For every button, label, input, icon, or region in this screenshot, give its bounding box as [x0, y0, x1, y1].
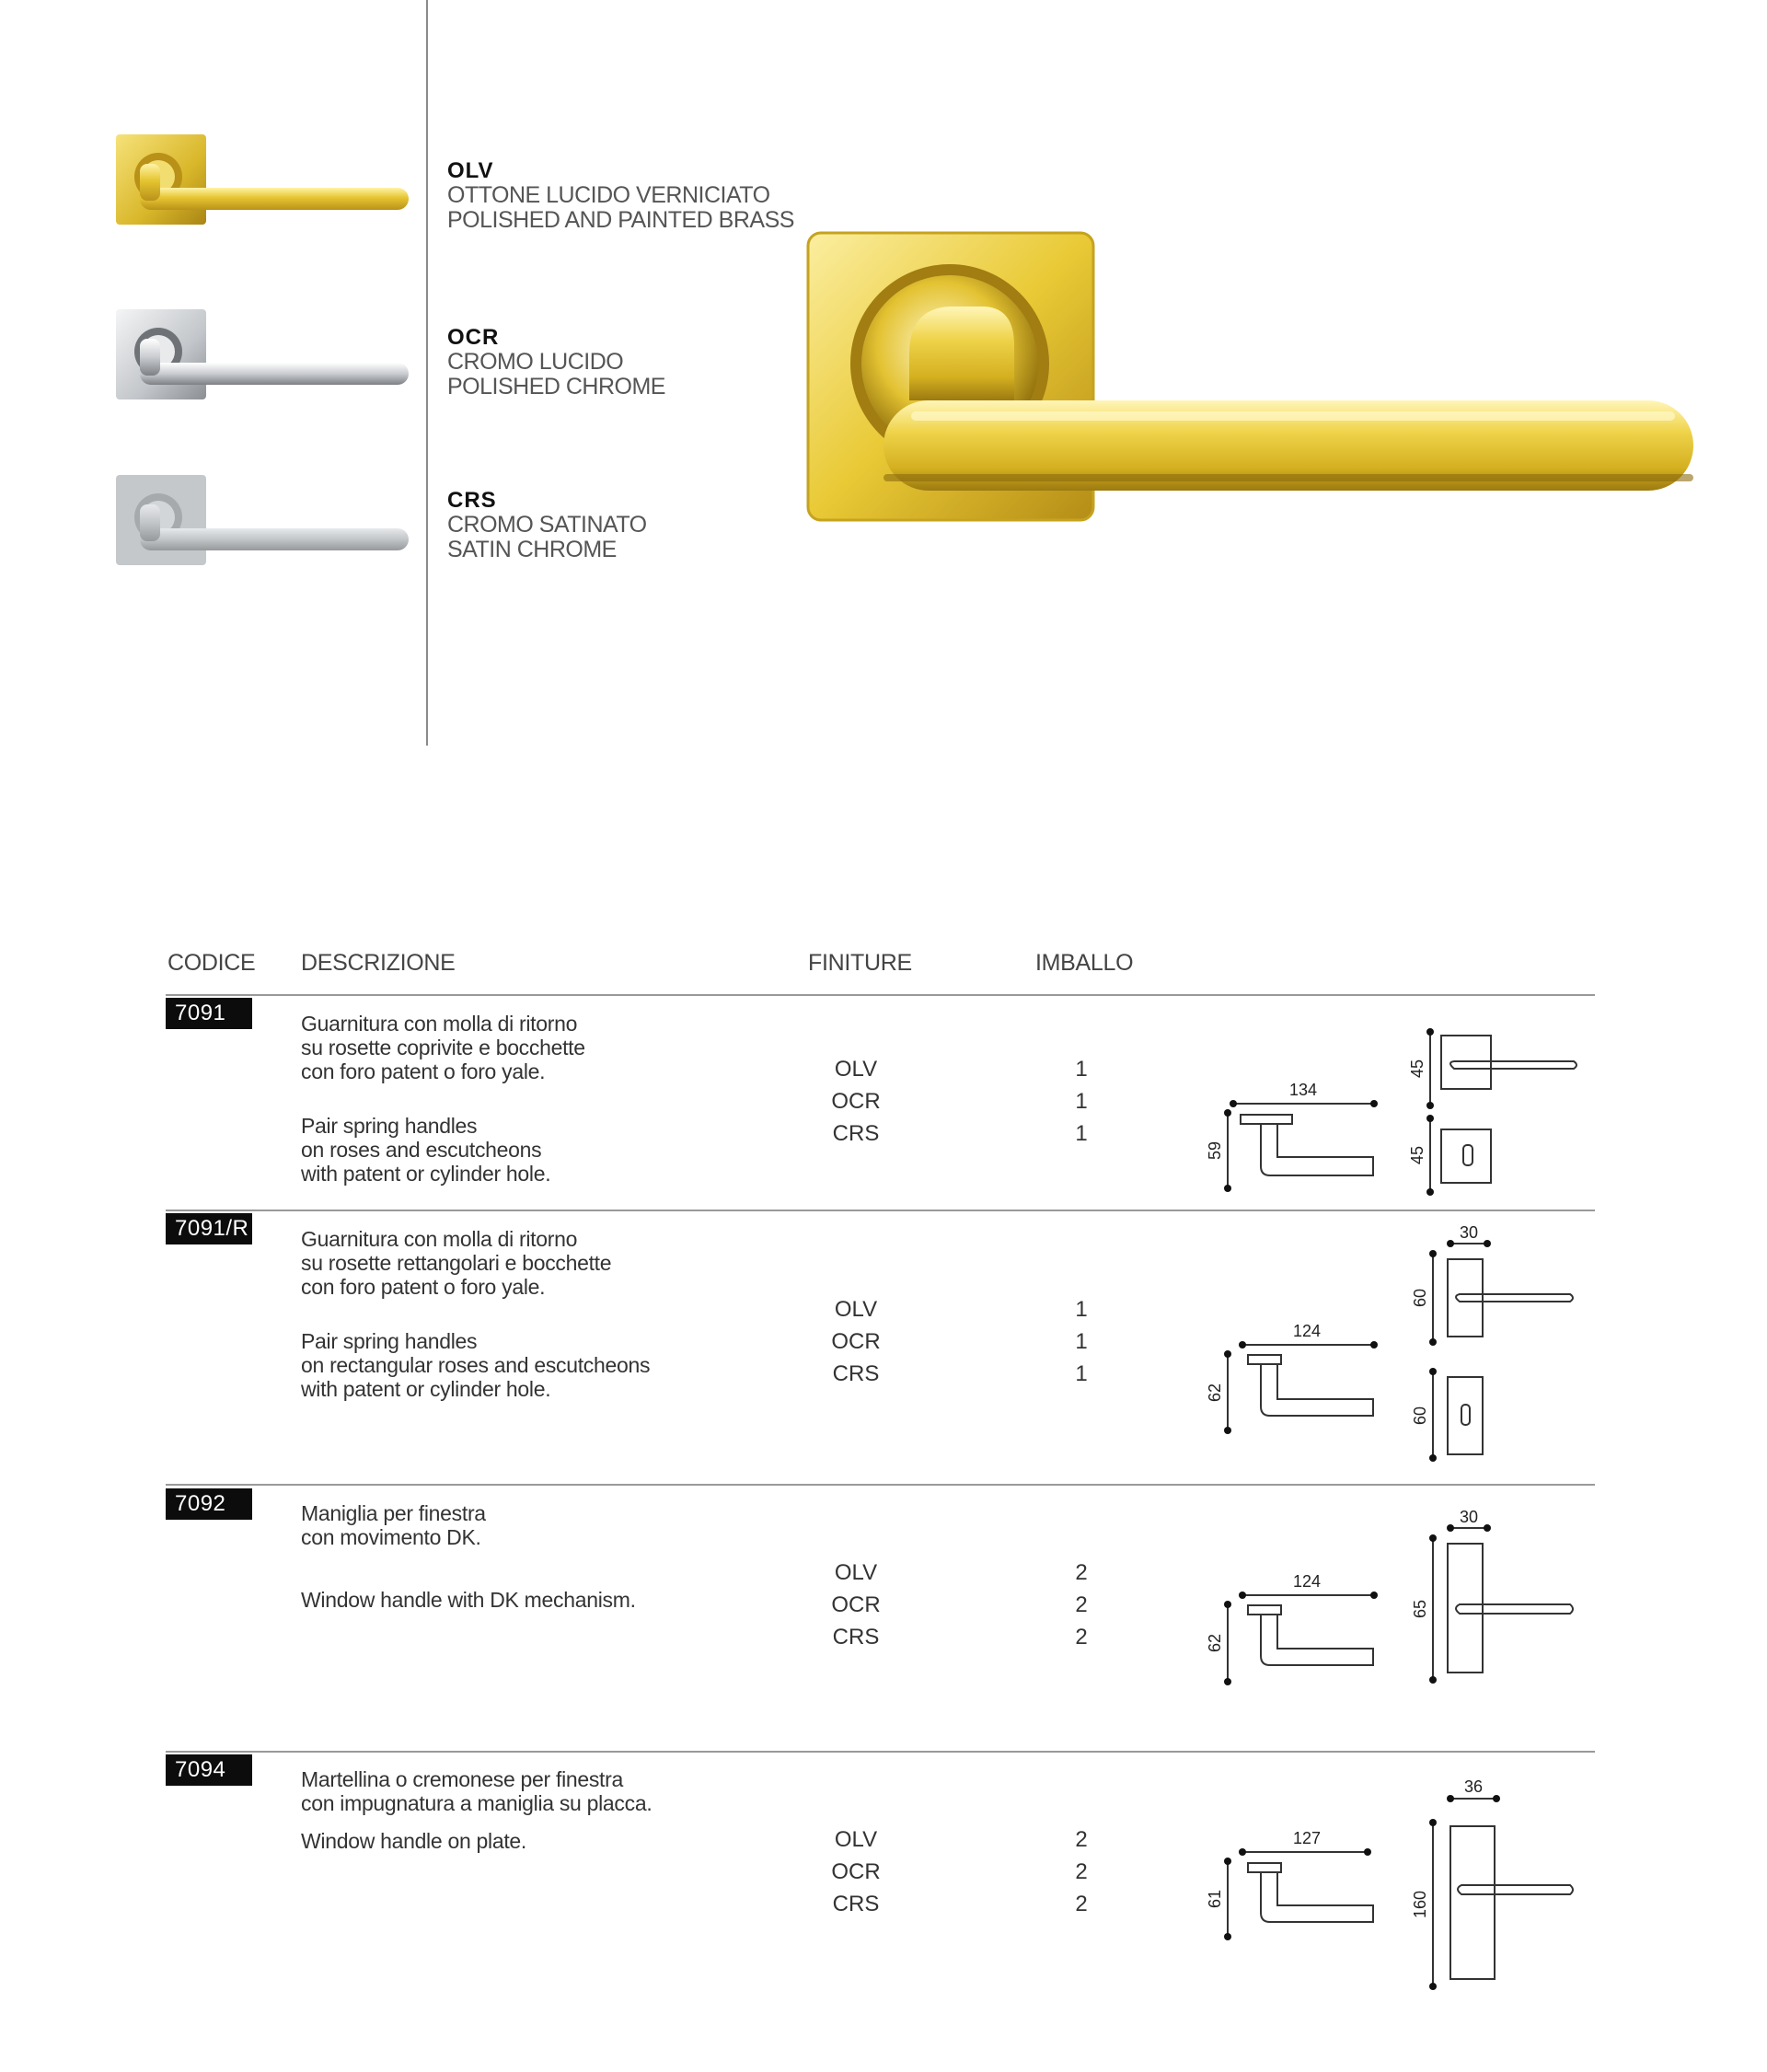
- thumb-olv-handle: [110, 129, 414, 230]
- description-line: con foro patent o foro yale.: [301, 1275, 546, 1299]
- finish-list: [810, 1053, 902, 1150]
- dimension-drawing: [1206, 1021, 1601, 1214]
- description-line: su rosette rettangolari e bocchette: [301, 1251, 612, 1275]
- dim-rose-bottom: 45: [1408, 1145, 1426, 1165]
- packaging-list: [1054, 1557, 1109, 1653]
- product-code: 7092: [166, 1488, 252, 1520]
- packaging-qty: 2: [1075, 1560, 1088, 1585]
- finish-code: OLV: [834, 1560, 878, 1585]
- description-it: [301, 1227, 611, 1299]
- description-line: Window handle with DK mechanism.: [301, 1588, 636, 1612]
- description-line: with patent or cylinder hole.: [301, 1162, 551, 1186]
- packaging-list: [1054, 1823, 1109, 1920]
- dim-rose-width: 30: [1459, 1508, 1479, 1526]
- finish-code: CRS: [447, 488, 497, 513]
- table-row: [0, 1213, 1767, 1482]
- row-rule: [166, 1751, 1595, 1753]
- packaging-qty: 1: [1075, 1057, 1088, 1082]
- description-it: [301, 1012, 585, 1083]
- finish-code: OCR: [831, 1329, 881, 1354]
- dim-length: 124: [1292, 1572, 1322, 1591]
- dim-rose-bottom: 60: [1411, 1406, 1429, 1426]
- product-code: 7091: [166, 998, 252, 1029]
- finish-code: CRS: [832, 1361, 880, 1386]
- dim-height: 59: [1206, 1140, 1224, 1161]
- dim-length: 127: [1292, 1829, 1322, 1847]
- description-en: [301, 1329, 650, 1401]
- packaging-qty: 1: [1075, 1361, 1088, 1386]
- finish-name-it: OTTONE LUCIDO VERNICIATO: [447, 182, 770, 208]
- hero-handle-image: [801, 226, 1712, 529]
- description-it: [301, 1767, 652, 1815]
- description-line: Window handle on plate.: [301, 1829, 526, 1853]
- dim-length: 134: [1288, 1081, 1318, 1099]
- finish-code: CRS: [832, 1121, 880, 1146]
- packaging-qty: 2: [1075, 1892, 1088, 1916]
- finish-name-it: CROMO LUCIDO: [447, 349, 624, 375]
- dimension-drawing: [1206, 1508, 1601, 1700]
- header-code: CODICE: [167, 950, 256, 976]
- description-line: Pair spring handles: [301, 1114, 478, 1138]
- finish-code: CRS: [832, 1892, 880, 1916]
- dim-rose-top: 45: [1408, 1059, 1426, 1079]
- packaging-qty: 2: [1075, 1625, 1088, 1649]
- finish-code: OCR: [831, 1859, 881, 1884]
- dimension-drawing: [1206, 1223, 1601, 1480]
- thumb-ocr-handle: [110, 304, 414, 405]
- finish-name-en: POLISHED CHROME: [447, 374, 665, 399]
- row-rule: [166, 1484, 1595, 1486]
- finish-ocr: [447, 325, 665, 399]
- dimension-drawing: [1206, 1777, 1601, 2003]
- thumb-crs-handle: [110, 469, 414, 571]
- dim-plate-height: 160: [1411, 1890, 1429, 1919]
- product-code: 7091/R: [166, 1213, 252, 1244]
- packaging-qty: 2: [1075, 1827, 1088, 1852]
- finish-code: OCR: [831, 1089, 881, 1114]
- finish-olv: [447, 158, 794, 233]
- description-line: con impugnatura a maniglia su placca.: [301, 1791, 653, 1815]
- header-packaging: IMBALLO: [1035, 950, 1134, 976]
- dim-height: 62: [1206, 1383, 1224, 1403]
- finish-code: OLV: [834, 1057, 878, 1082]
- product-code: 7094: [166, 1754, 252, 1786]
- description-line: Martellina o cremonese per finestra: [301, 1767, 623, 1791]
- table-row: [0, 1488, 1767, 1751]
- packaging-qty: 1: [1075, 1089, 1088, 1114]
- dim-height: 62: [1206, 1633, 1224, 1653]
- description-en: [301, 1829, 526, 1853]
- table-row: [0, 998, 1767, 1210]
- description-it: [301, 1501, 486, 1549]
- description-en: [301, 1114, 550, 1186]
- description-line: con movimento DK.: [301, 1525, 481, 1549]
- header-rule: [166, 994, 1595, 996]
- dim-rose-height: 65: [1411, 1599, 1429, 1619]
- vertical-divider: [426, 0, 428, 746]
- description-line: on rectangular roses and escutcheons: [301, 1353, 651, 1377]
- finish-code: OLV: [834, 1827, 878, 1852]
- description-line: Pair spring handles: [301, 1329, 478, 1353]
- finish-code: OLV: [447, 158, 494, 183]
- packaging-qty: 1: [1075, 1297, 1088, 1322]
- finish-code: OCR: [447, 325, 500, 350]
- description-line: Maniglia per finestra: [301, 1501, 486, 1525]
- packaging-qty: 2: [1075, 1859, 1088, 1884]
- description-line: con foro patent o foro yale.: [301, 1059, 546, 1083]
- description-line: Guarnitura con molla di ritorno: [301, 1012, 578, 1036]
- packaging-list: [1054, 1053, 1109, 1150]
- header-description: DESCRIZIONE: [301, 950, 456, 976]
- description-line: on roses and escutcheons: [301, 1138, 542, 1162]
- dim-height: 61: [1206, 1889, 1224, 1909]
- finish-name-en: SATIN CHROME: [447, 537, 617, 562]
- dim-rose-top: 60: [1411, 1288, 1429, 1308]
- dim-length: 124: [1292, 1322, 1322, 1340]
- dim-plate-width: 36: [1463, 1777, 1484, 1796]
- packaging-qty: 1: [1075, 1121, 1088, 1146]
- description-en: [301, 1588, 636, 1612]
- table-row: [0, 1754, 1767, 2031]
- finish-crs: [447, 488, 647, 562]
- finish-code: OLV: [834, 1297, 878, 1322]
- description-line: with patent or cylinder hole.: [301, 1377, 551, 1401]
- description-line: Guarnitura con molla di ritorno: [301, 1227, 578, 1251]
- header-finishes: FINITURE: [808, 950, 912, 976]
- finish-name-it: CROMO SATINATO: [447, 512, 647, 538]
- packaging-list: [1054, 1293, 1109, 1390]
- row-rule: [166, 1210, 1595, 1211]
- dim-rose-width: 30: [1459, 1223, 1479, 1242]
- finish-code: OCR: [831, 1592, 881, 1617]
- finish-list: [810, 1823, 902, 1920]
- packaging-qty: 1: [1075, 1329, 1088, 1354]
- finish-code: CRS: [832, 1625, 880, 1649]
- packaging-qty: 2: [1075, 1592, 1088, 1617]
- description-line: su rosette coprivite e bocchette: [301, 1036, 585, 1059]
- finish-list: [810, 1557, 902, 1653]
- finish-name-en: POLISHED AND PAINTED BRASS: [447, 207, 794, 233]
- finish-list: [810, 1293, 902, 1390]
